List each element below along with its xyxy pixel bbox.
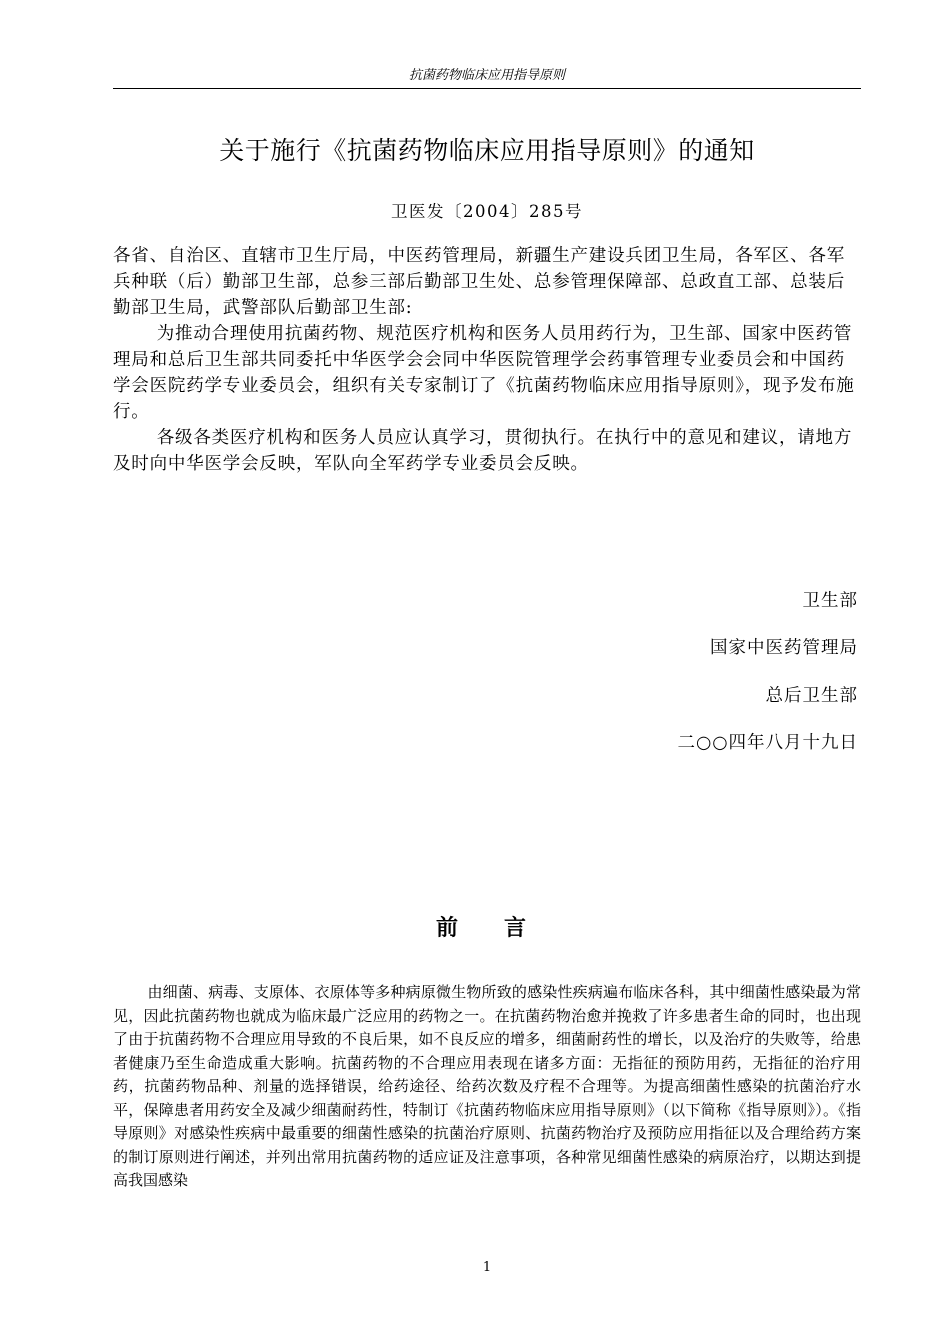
notice-body	[113, 243, 861, 477]
foreword-text: 由细菌、病毒、支原体、衣原体等多种病原微生物所致的感染性疾病遍布临床各科，其中细菌性感染最为常见，因此抗菌药物也就成为临床最广泛应用的药物之一。在抗菌药物治愈并挽救了许多患者生命的同时，也出现了由于抗菌药物不合理应用导致的不良后果，如不良反应的增多，细菌耐药性的增长，以及治疗的失败等，给患者健康乃至生命造成重大影响。抗菌药物的不合理应用表现在诸多方面：无指征的预防用药，无指征的治疗用药，抗菌药物品种、剂量的选择错误，给药途径、给药次数及疗程不合理等。为提高细菌性感染的抗菌治疗水平，保障患者用药安全及减少细菌耐药性，特制订《抗菌药物临床应用指导原则》（以下简称《指导原则》）。《指导原则》对感染性疾病中最重要的细菌性感染的抗菌治疗原则、抗菌药物治疗及预防应用指征以及合理给药方案的制订原则进行阐述，并列出常用抗菌药物的适应证及注意事项，各种常见细菌性感染的病原治疗，以期达到提高我国感染	[113, 983, 861, 1189]
signatory-logistics-health-dept: 总后卫生部	[765, 686, 858, 706]
foreword-title: 前 言	[435, 915, 538, 941]
page-number: 1	[482, 1260, 492, 1275]
notice-paragraph: 各级各类医疗机构和医务人员应认真学习，贯彻执行。在执行中的意见和建议，请地方及时向中华医学会反映，军队向全军药学专业委员会反映。	[113, 428, 853, 474]
notice-paragraph: 为推动合理使用抗菌药物、规范医疗机构和医务人员用药行为，卫生部、国家中医药管理局和总后卫生部共同委托中华医学会会同中华医院管理学会药事管理专业委员会和中国药学会医院药学专业委员会，组织有关专家制订了《抗菌药物临床应用指导原则》，现予发布施行。	[113, 324, 855, 422]
signatory-ministry-of-health: 卫生部	[802, 591, 858, 611]
signatory-tcm-administration: 国家中医药管理局	[710, 638, 858, 658]
document-number: 卫医发〔2004〕285号	[391, 202, 583, 221]
running-header-title: 抗菌药物临床应用指导原则	[408, 68, 565, 83]
running-header	[113, 68, 861, 89]
notice-title: 关于施行《抗菌药物临床应用指导原则》的通知	[219, 136, 755, 165]
notice-addressees: 各省、自治区、直辖市卫生厅局，中医药管理局，新疆生产建设兵团卫生局，各军区、各军兵种联（后）勤部卫生部，总参三部后勤部卫生处、总参管理保障部、总政直工部、总装后勤部卫生局，武警部队后勤部卫生部:	[113, 246, 845, 318]
notice-date: 二○○四年八月十九日	[677, 733, 858, 753]
